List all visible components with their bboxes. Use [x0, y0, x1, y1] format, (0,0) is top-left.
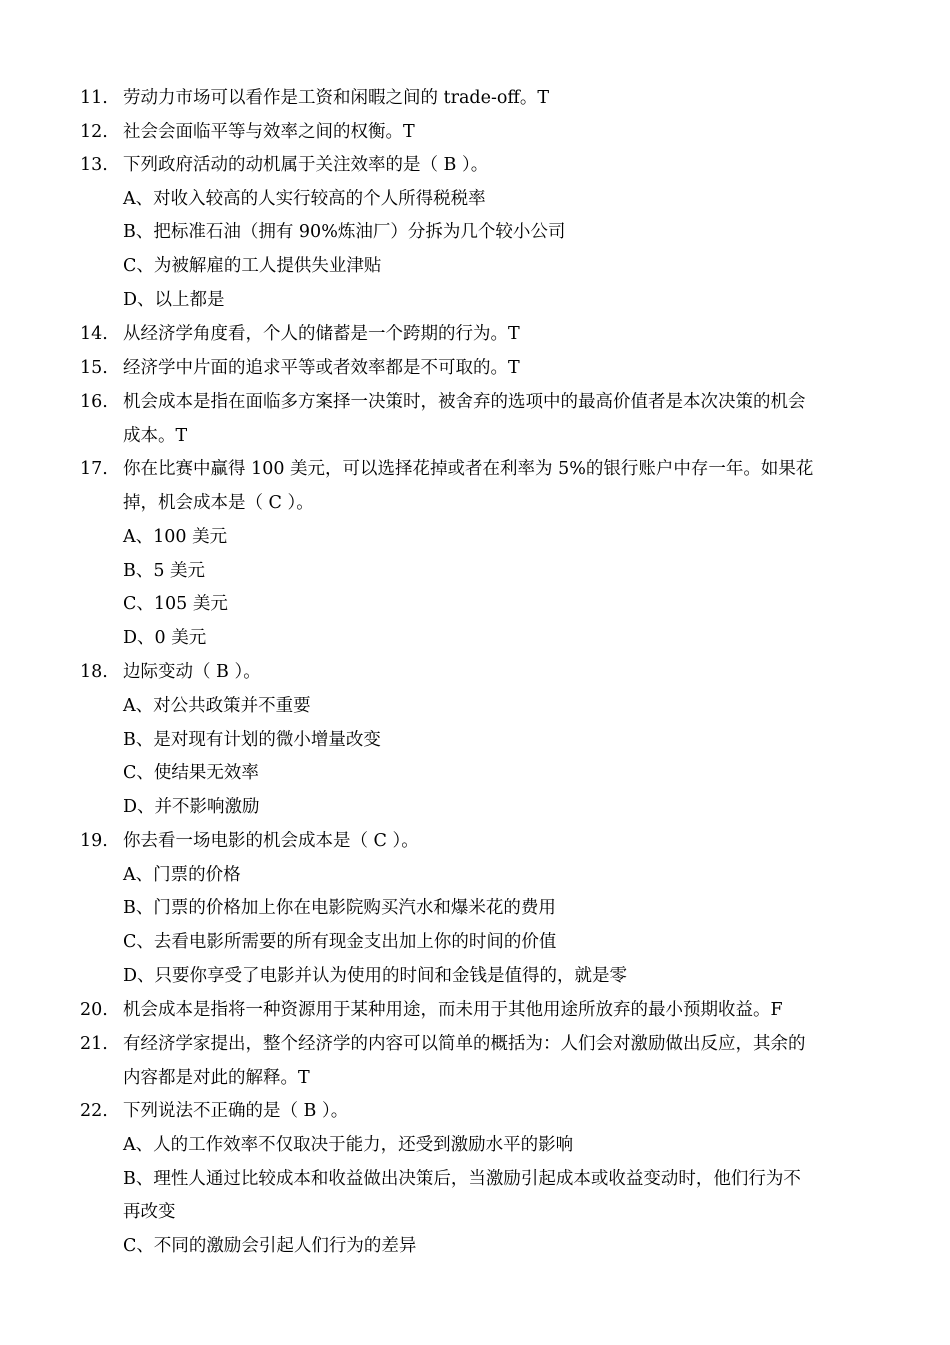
- option-text: 再改变: [123, 1202, 176, 1222]
- line-text: 边际变动（ B ）。: [123, 662, 261, 682]
- line-text: 下列说法不正确的是（ B ）。: [123, 1101, 349, 1121]
- line-text: 成本。T: [123, 426, 188, 446]
- line-text: 掉，机会成本是（ C ）。: [123, 493, 314, 513]
- line-text: 你去看一场电影的机会成本是（ C ）。: [123, 831, 419, 851]
- line-text: 机会成本是指在面临多方案择一决策时，被舍弃的选项中的最高价值者是本次决策的机会: [123, 392, 806, 412]
- question-number: 14.: [80, 324, 108, 344]
- option-text: C、为被解雇的工人提供失业津贴: [123, 256, 382, 276]
- question-number: 11.: [80, 88, 108, 108]
- line-text: 你在比赛中赢得 100 美元，可以选择花掉或者在利率为 5%的银行账户中存一年。如果花: [123, 459, 814, 479]
- line-text: 劳动力市场可以看作是工资和闲暇之间的 trade-off。T: [123, 88, 550, 108]
- option-text: A、门票的价格: [123, 865, 241, 885]
- option-text: D、并不影响激励: [123, 797, 260, 817]
- option-text: A、对收入较高的人实行较高的个人所得税税率: [123, 189, 486, 209]
- question-number: 21.: [80, 1034, 108, 1054]
- question-number: 17.: [80, 459, 108, 479]
- option-text: B、理性人通过比较成本和收益做出决策后，当激励引起成本或收益变动时，他们行为不: [123, 1169, 801, 1189]
- option-text: B、是对现有计划的微小增量改变: [123, 730, 381, 750]
- line-text: 从经济学角度看，个人的储蓄是一个跨期的行为。T: [123, 324, 520, 344]
- question-number: 22.: [80, 1101, 108, 1121]
- line-text: 经济学中片面的追求平等或者效率都是不可取的。T: [123, 358, 520, 378]
- option-text: B、门票的价格加上你在电影院购买汽水和爆米花的费用: [123, 898, 556, 918]
- option-text: A、对公共政策并不重要: [123, 696, 311, 716]
- question-number: 18.: [80, 662, 108, 682]
- line-text: 下列政府活动的动机属于关注效率的是（ B ）。: [123, 155, 489, 175]
- option-text: D、以上都是: [123, 290, 225, 310]
- line-text: 有经济学家提出，整个经济学的内容可以简单的概括为：人们会对激励做出反应，其余的: [123, 1034, 806, 1054]
- question-number: 16.: [80, 392, 108, 412]
- option-text: C、去看电影所需要的所有现金支出加上你的时间的价值: [123, 932, 557, 952]
- option-text: A、人的工作效率不仅取决于能力，还受到激励水平的影响: [123, 1135, 574, 1155]
- option-text: D、只要你享受了电影并认为使用的时间和金钱是值得的，就是零: [123, 966, 628, 986]
- option-text: C、105 美元: [123, 594, 228, 614]
- option-text: C、使结果无效率: [123, 763, 259, 783]
- question-number: 15.: [80, 358, 108, 378]
- option-text: A、100 美元: [123, 527, 228, 547]
- line-text: 社会会面临平等与效率之间的权衡。T: [123, 122, 415, 142]
- question-number: 19.: [80, 831, 108, 851]
- option-text: C、不同的激励会引起人们行为的差异: [123, 1236, 417, 1256]
- question-number: 20.: [80, 1000, 108, 1020]
- question-number: 12.: [80, 122, 108, 142]
- question-number: 13.: [80, 155, 108, 175]
- line-text: 机会成本是指将一种资源用于某种用途，而未用于其他用途所放弃的最小预期收益。F: [123, 1000, 783, 1020]
- option-text: B、5 美元: [123, 561, 206, 581]
- option-text: B、把标准石油（拥有 90%炼油厂）分拆为几个较小公司: [123, 222, 566, 242]
- line-text: 内容都是对此的解释。T: [123, 1068, 310, 1088]
- option-text: D、0 美元: [123, 628, 207, 648]
